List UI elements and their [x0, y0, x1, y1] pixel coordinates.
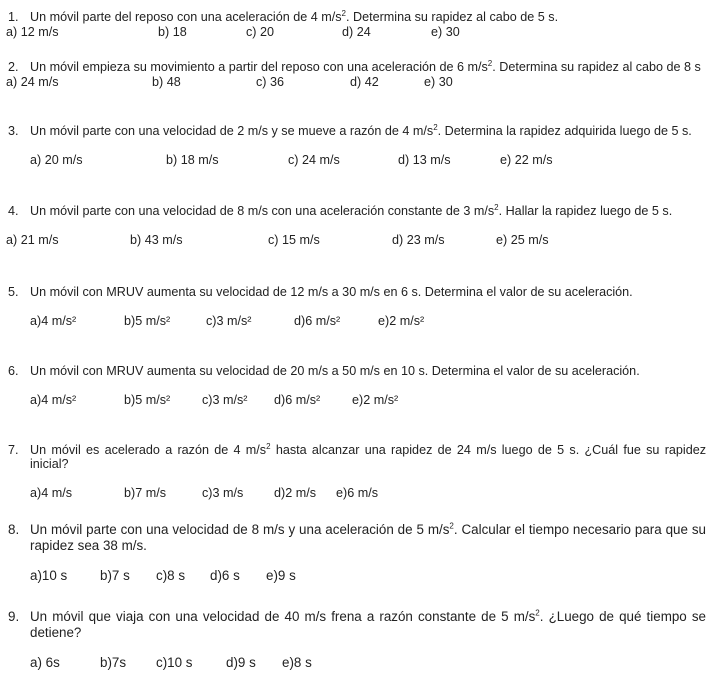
answer-options	[6, 655, 706, 671]
option-a[interactable]: a)4 m/s²	[30, 314, 77, 328]
option-e[interactable]: e) 30	[424, 75, 453, 89]
option-b[interactable]: b)7s	[100, 655, 127, 670]
answer-options	[6, 24, 706, 40]
question-number: 5.	[8, 285, 19, 299]
option-d[interactable]: d) 42	[350, 75, 379, 89]
question-stem	[6, 204, 706, 218]
stem-text: . Calcular el tiempo necesario para que su rapidez sea 38 m/s.	[30, 522, 706, 553]
question-2	[6, 60, 706, 90]
question-stem	[6, 285, 706, 299]
option-a[interactable]: a) 24 m/s	[6, 75, 59, 89]
stem-text: Un móvil que viaja con una velocidad de 40 m/s frena a razón constante de 5 m/s	[30, 609, 536, 624]
option-c[interactable]: c)3 m/s	[202, 486, 244, 500]
question-number: 3.	[8, 124, 19, 138]
question-number: 1.	[8, 10, 19, 24]
exponent: 2	[449, 521, 454, 531]
option-c[interactable]: c) 15 m/s	[268, 233, 320, 247]
exponent: 2	[266, 441, 271, 451]
option-a[interactable]: a) 12 m/s	[6, 25, 59, 39]
option-e[interactable]: e)6 m/s	[336, 486, 378, 500]
question-8	[6, 522, 706, 584]
question-1	[6, 10, 706, 40]
answer-options	[6, 74, 706, 90]
question-number: 8.	[8, 522, 20, 537]
option-b[interactable]: b) 43 m/s	[130, 233, 183, 247]
question-6	[6, 364, 706, 408]
option-b[interactable]: b) 48	[152, 75, 181, 89]
option-d[interactable]: d) 23 m/s	[392, 233, 445, 247]
question-stem	[6, 522, 706, 554]
option-d[interactable]: d)2 m/s	[274, 486, 316, 500]
option-b[interactable]: b)7 s	[100, 568, 130, 583]
option-b[interactable]: b)7 m/s	[124, 486, 166, 500]
question-stem	[6, 609, 706, 641]
question-number: 7.	[8, 443, 19, 457]
option-d[interactable]: d) 24	[342, 25, 371, 39]
option-d[interactable]: d)9 s	[226, 655, 256, 670]
option-c[interactable]: c) 24 m/s	[288, 153, 340, 167]
option-c[interactable]: c)3 m/s²	[206, 314, 252, 328]
question-5	[6, 285, 706, 329]
option-a[interactable]: a)4 m/s²	[30, 393, 77, 407]
question-stem	[6, 124, 706, 138]
stem-text: . Determina la rapidez adquirida luego de 5 s.	[437, 124, 692, 138]
option-e[interactable]: e) 25 m/s	[496, 233, 549, 247]
exponent: 2	[535, 608, 540, 618]
option-e[interactable]: e) 30	[431, 25, 460, 39]
stem-text: Un móvil parte del reposo con una aceleración de 4 m/s	[30, 10, 342, 24]
option-e[interactable]: e)9 s	[266, 568, 296, 583]
stem-text: Un móvil es acelerado a razón de 4 m/s	[30, 443, 267, 457]
option-b[interactable]: b)5 m/s²	[124, 393, 171, 407]
option-c[interactable]: c)3 m/s²	[202, 393, 248, 407]
option-a[interactable]: a) 20 m/s	[30, 153, 83, 167]
answer-options	[6, 152, 706, 168]
question-7	[6, 443, 706, 501]
option-a[interactable]: a) 21 m/s	[6, 233, 59, 247]
answer-options	[6, 392, 706, 408]
question-number: 6.	[8, 364, 19, 378]
stem-text: Un móvil parte con una velocidad de 8 m/s con una aceleración constante de 3 m/s	[30, 204, 495, 218]
exponent: 2	[341, 8, 346, 18]
option-b[interactable]: b) 18	[158, 25, 187, 39]
question-stem	[6, 60, 706, 74]
question-4	[6, 204, 706, 248]
question-stem	[6, 364, 706, 378]
option-e[interactable]: e) 22 m/s	[500, 153, 553, 167]
answer-options	[6, 313, 706, 329]
option-d[interactable]: d) 13 m/s	[398, 153, 451, 167]
question-number: 2.	[8, 60, 19, 74]
stem-text: . Hallar la rapidez luego de 5 s.	[498, 204, 673, 218]
option-c[interactable]: c)10 s	[156, 655, 193, 670]
question-stem	[6, 443, 706, 471]
question-3	[6, 124, 706, 168]
exponent: 2	[487, 58, 493, 68]
question-stem	[6, 10, 706, 24]
stem-text: Un móvil con MRUV aumenta su velocidad de 20 m/s a 50 m/s en 10 s. Determina el valor de su aceleración.	[30, 364, 640, 378]
stem-text: . Determina su rapidez al cabo de 5 s.	[345, 10, 559, 24]
option-c[interactable]: c) 20	[246, 25, 274, 39]
question-number: 9.	[8, 609, 20, 624]
stem-text: Un móvil parte con una velocidad de 2 m/s y se mueve a razón de 4 m/s	[30, 124, 434, 138]
stem-text: Un móvil con MRUV aumenta su velocidad de 12 m/s a 30 m/s en 6 s. Determina el valor de su aceleración.	[30, 285, 633, 299]
option-e[interactable]: e)2 m/s²	[352, 393, 399, 407]
option-a[interactable]: a) 6s	[30, 655, 60, 670]
question-9	[6, 609, 706, 671]
answer-options	[6, 485, 706, 501]
option-b[interactable]: b) 18 m/s	[166, 153, 219, 167]
option-b[interactable]: b)5 m/s²	[124, 314, 171, 328]
stem-text: Un móvil parte con una velocidad de 8 m/s y una aceleración de 5 m/s	[30, 522, 450, 537]
option-a[interactable]: a)4 m/s	[30, 486, 72, 500]
question-number: 4.	[8, 204, 19, 218]
stem-text: . ¿Luego de qué tiempo se detiene?	[30, 609, 706, 640]
stem-text: . Determina su rapidez al cabo de 8 s	[492, 60, 701, 74]
option-d[interactable]: d)6 m/s²	[274, 393, 321, 407]
stem-text: hasta alcanzar una rapidez de 24 m/s luego de 5 s. ¿Cuál fue su rapidez inicial?	[30, 443, 706, 471]
option-c[interactable]: c)8 s	[156, 568, 186, 583]
stem-text: Un móvil empieza su movimiento a partir del reposo con una aceleración de 6 m/s	[30, 60, 488, 74]
option-d[interactable]: d)6 s	[210, 568, 240, 583]
exponent: 2	[433, 122, 438, 132]
exponent: 2	[494, 202, 499, 212]
option-d[interactable]: d)6 m/s²	[294, 314, 341, 328]
option-e[interactable]: e)8 s	[282, 655, 312, 670]
answer-options	[6, 568, 706, 584]
option-c[interactable]: c) 36	[256, 75, 284, 89]
answer-options	[6, 232, 706, 248]
option-a[interactable]: a)10 s	[30, 568, 68, 583]
option-e[interactable]: e)2 m/s²	[378, 314, 425, 328]
